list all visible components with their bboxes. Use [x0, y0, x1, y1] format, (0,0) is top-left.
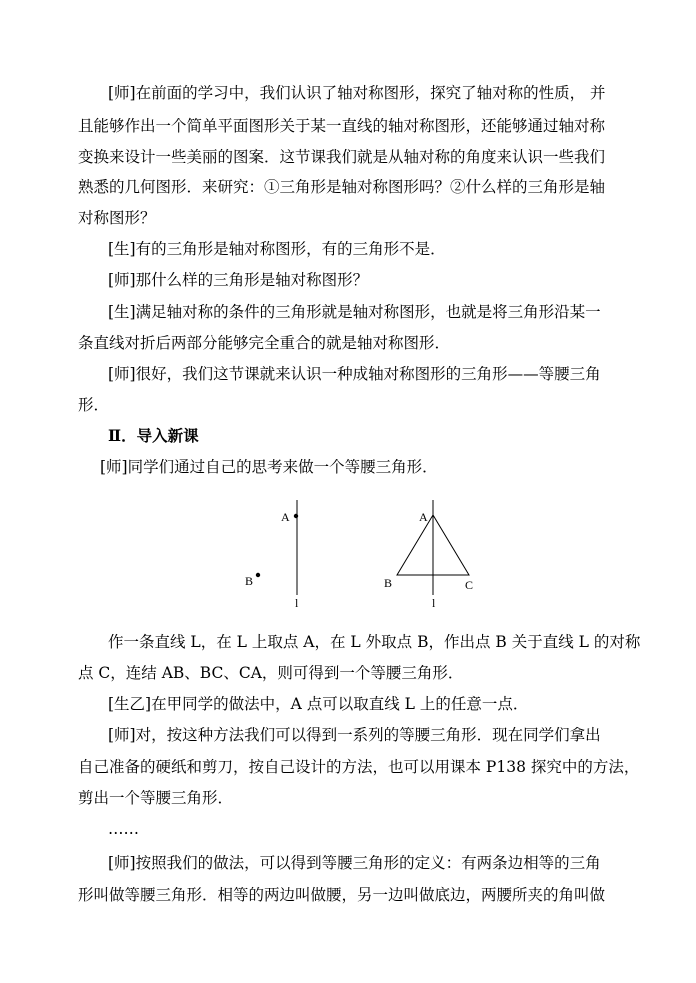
point-b-left: [256, 573, 260, 577]
text-line: [师]很好，我们这节课就来认识一种成轴对称图形的三角形——等腰三角: [108, 365, 601, 383]
teacher-question: [师]那什么样的三角形是轴对称图形？: [108, 271, 369, 289]
text-line: [师]在前面的学习中，我们认识了轴对称图形，探究了轴对称的性质， 并: [108, 84, 606, 102]
text-line: 条直线对折后两部分能够完全重合的就是轴对称图形．: [78, 334, 451, 352]
text-line: 作一条直线 L，在 L 上取点 A，在 L 外取点 B，作出点 B 关于直线 L 的对称: [108, 633, 641, 651]
text-line: [生]满足轴对称的条件的三角形就是轴对称图形，也就是将三角形沿某一: [108, 303, 601, 321]
text-line: 形叫做等腰三角形．相等的两边叫做腰，另一边叫做底边，两腰所夹的角叫做: [78, 886, 606, 904]
section-heading: Ⅱ．导入新课: [108, 426, 199, 445]
text-line: 熟悉的几何图形．来研究：①三角形是轴对称图形吗？②什么样的三角形是轴: [78, 178, 606, 196]
text-line: 形．: [78, 396, 110, 414]
text-line: 剪出一个等腰三角形．: [78, 789, 234, 807]
text-line: 且能够作出一个简单平面图形关于某一直线的轴对称图形，还能够通过轴对称: [78, 117, 606, 135]
student-reply-1: [生]有的三角形是轴对称图形，有的三角形不是．: [108, 240, 446, 258]
text-line: [师]对，按这种方法我们可以得到一系列的等腰三角形．现在同学们拿出: [108, 726, 601, 744]
left-construction: [245, 500, 299, 610]
text-line: 对称图形？: [78, 209, 156, 227]
ellipsis: ……: [108, 820, 139, 838]
label-a-right: A: [419, 510, 428, 524]
geometry-figure: [0, 495, 696, 625]
text-line: 变换来设计一些美丽的图案．这节课我们就是从轴对称的角度来认识一些我们: [78, 148, 606, 166]
label-b-right: B: [384, 576, 393, 590]
label-c-right: C: [465, 578, 474, 592]
label-l-left: l: [295, 596, 299, 610]
text-line: 自己准备的硬纸和剪刀，按自己设计的方法，也可以用课本 P138 探究中的方法，: [78, 758, 640, 776]
point-a-left: [294, 514, 298, 518]
label-l-right: l: [432, 596, 436, 610]
student-reply-2: [生乙]在甲同学的做法中，A 点可以取直线 L 上的任意一点．: [108, 695, 529, 713]
text-line: [师]按照我们的做法，可以得到等腰三角形的定义：有两条边相等的三角: [108, 854, 601, 872]
label-a-left: A: [281, 510, 290, 524]
label-b-left: B: [245, 574, 254, 588]
right-construction: [384, 500, 473, 610]
text-line: 点 C，连结 AB、BC、CA，则可得到一个等腰三角形．: [78, 664, 464, 682]
intro-line: [师]同学们通过自己的思考来做一个等腰三角形．: [100, 458, 438, 476]
